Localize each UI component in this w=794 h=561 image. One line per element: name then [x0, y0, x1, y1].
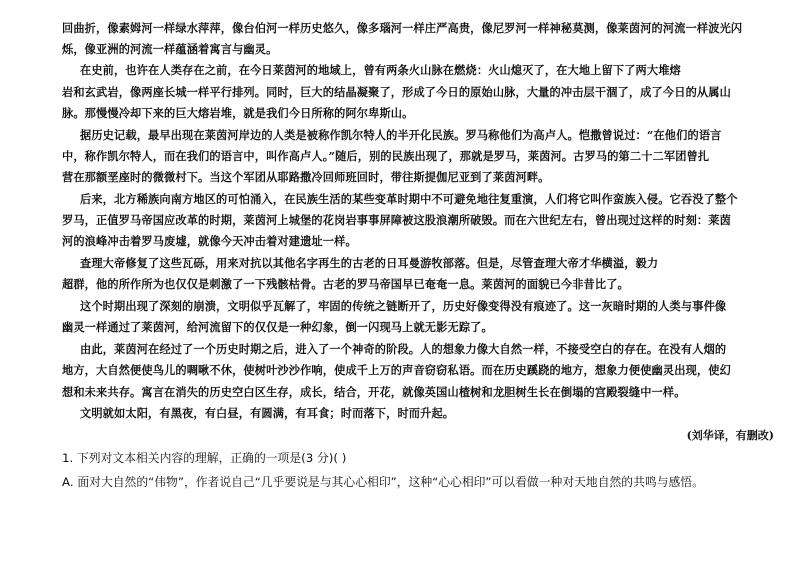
- passage-line: 幽灵一样通过了莱茵河，给河流留下的仅仅是一种幻象，倒一闪现马上就无影无踪了。: [62, 320, 493, 334]
- passage-line: 这个时期出现了深刻的崩溃，文明似乎瓦解了，牢固的传统之链断开了，历史好像变得没有痕迹了。这一灰暗时期的人类与事件像: [80, 299, 727, 313]
- passage-line: 据历史记载，最早出现在莱茵河岸边的人类是被称作凯尔特人的半开化民族。罗马称他们为高卢人。恺撒曾说过：“在他们的语言: [80, 128, 722, 142]
- passage-line: 河的浪峰冲击着罗马废墟，就像今天冲击着对建遗址一样。: [62, 234, 357, 248]
- passage-line: 由此，莱茵河在经过了一个历史时期之后，进入了一个神奇的阶段。人的想象力像大自然一样，不接受空白的存在。在没有人烟的: [80, 342, 727, 356]
- passage-line: 回曲折，像素姆河一样绿水萍萍，像台伯河一样历史悠久，像多瑙河一样庄严高贵，像尼罗河一样神秘莫测，像莱茵河的河流一样波光闪: [62, 21, 743, 35]
- passage-line: 在史前，也许在人类存在之前，在今日莱茵河的地域上，曾有两条火山脉在燃烧：火山熄灭了，在大地上留下了两大堆熔: [80, 63, 681, 77]
- passage-line: 地方，大自然便使鸟儿的啁啾不休，使树叶沙沙作响，使成千上万的声音窃窃私语。而在历史蹊跷的地方，想象力便使幽灵出现，使幻: [62, 363, 731, 377]
- passage-line: 想和未来共存。寓言在消失的历史空白区生存，成长，结合，开花，就像英国山楂树和龙胆树生长在倒塌的宫殿裂缝中一样。: [62, 385, 686, 399]
- question-stem: 1. 下列对文本相关内容的理解，正确的一项是(3 分)( ): [62, 451, 347, 465]
- passage-line: 中，称作凯尔特人，而在我们的语言中，叫作高卢人。”随后，别的民族出现了，那就是罗马，莱茵河。古罗马的第二十二军团曾扎: [62, 149, 710, 163]
- passage-line: 文明就如太阳，有黑夜，有白昼，有圆满，有耳食；时而落下，时而升起。: [80, 406, 455, 420]
- passage-line: 查理大帝修复了这些瓦砾，用来对抗以其他名字再生的古老的日耳曼游牧部落。但是，尽管查理大帝才华横溢，毅力: [80, 256, 659, 270]
- source-attribution: (刘华译，有删改): [686, 429, 774, 442]
- passage-line: 烁，像亚洲的河流一样蕴涵着寓言与幽灵。: [62, 42, 278, 56]
- answer-option-a: A. 面对大自然的“伟物”，作者说自己“几乎要说是与其心心相印”，这种“心心相印”可以看做一种对天地自然的共鸣与感悟。: [62, 475, 704, 489]
- passage-line: 后来，北方稀族向南方地区的可怕涌入，在民族生活的某些变革时期中不可避免地往复重演，人们将它叫作蛮族入侵。它吞没了整个: [80, 192, 738, 206]
- passage-line: 岩和玄武岩，像两座长城一样平行排列。同时，巨大的结晶凝聚了，形成了今日的原始山脉，大量的冲击层干涸了，成了今日的从属山: [62, 85, 731, 99]
- passage-line: 脉。那慢慢冷却下来的巨大熔岩堆，就是我们今日所称的阿尔卑斯山。: [62, 106, 414, 120]
- passage-line: 罗马，正值罗马帝国应改革的时期，莱茵河上城堡的花岗岩事事屏障被这股浪潮所破毁。而在六世纪左右，曾出现过这样的时刻：莱茵: [62, 213, 731, 227]
- passage-line: 营在那额垩座时的微微村下。当这个军团从耶路撒冷回师班回时，带往斯提伽尼亚到了莱茵河畔。: [62, 170, 550, 184]
- passage-line: 超群，他的所作所为也仅仅是刺激了一下残骸枯骨。古老的罗马帝国早已奄奄一息。莱茵河的面貌已今非昔比了。: [62, 277, 629, 291]
